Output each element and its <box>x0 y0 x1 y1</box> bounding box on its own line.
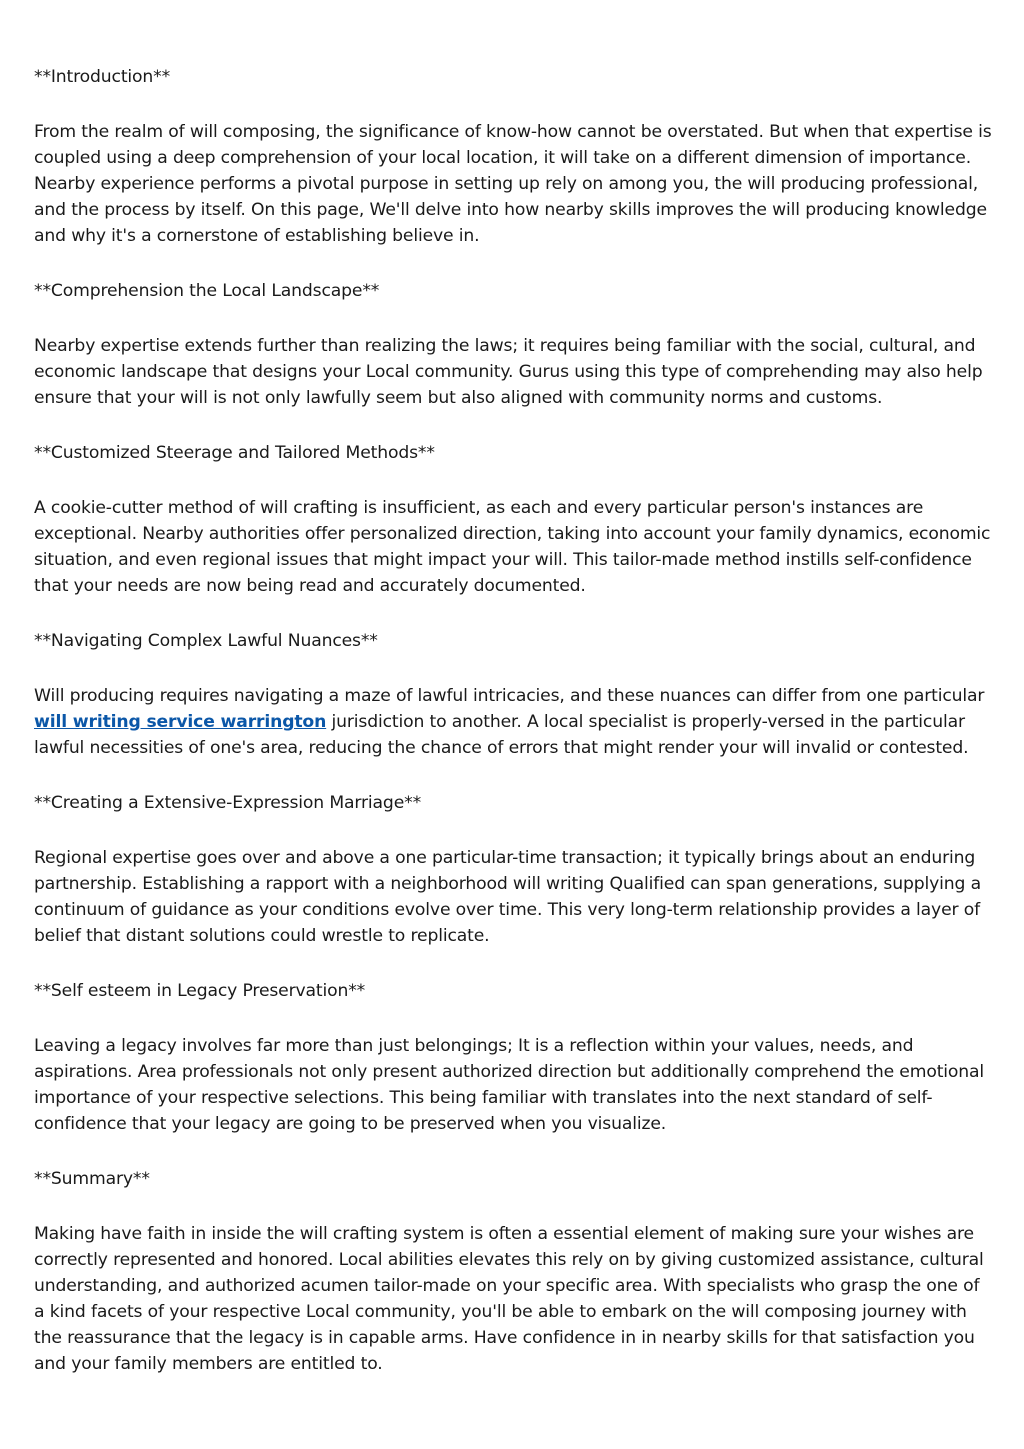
lawful-nuances-heading: **Navigating Complex Lawful Nuances** <box>34 631 378 651</box>
local-landscape-heading: **Comprehension the Local Landscape** <box>34 281 380 301</box>
customized-steerage-heading: **Customized Steerage and Tailored Methods** <box>34 443 435 463</box>
introduction-heading: **Introduction** <box>34 67 171 87</box>
long-term-relationship-paragraph: Regional expertise goes over and above a one particular-time transaction; it typically brings about an enduring partnership. Establishing a rapport with a neighborhood will writing Qualified can span generations, supplying a continuum of guidance as your conditions evolve over time. This very long-term relationship provides a layer of belief that distant solutions could wrestle to replicate. <box>34 848 981 946</box>
legacy-preservation-heading: **Self esteem in Legacy Preservation** <box>34 981 366 1001</box>
summary-heading: **Summary** <box>34 1169 150 1189</box>
document-body <box>34 64 994 1406</box>
long-term-relationship-heading: **Creating a Extensive-Expression Marriage** <box>34 793 422 813</box>
will-writing-service-link[interactable]: will writing service warrington <box>34 712 327 732</box>
lawful-nuances-paragraph <box>34 683 994 761</box>
local-landscape-paragraph: Nearby expertise extends further than realizing the laws; it requires being familiar with the social, cultural, and economic landscape that designs your Local community. Gurus using this type of comprehending may also help ensure that your will is not only lawfully seem but also aligned with community norms and customs. <box>34 336 983 408</box>
legacy-preservation-paragraph: Leaving a legacy involves far more than just belongings; It is a reflection within your values, needs, and aspirations. Area professionals not only present authorized direction but additionally comprehend the emotional importance of your respective selections. This being familiar with translates into the next standard of self-confidence that your legacy are going to be preserved when you visualize. <box>34 1036 985 1134</box>
lawful-nuances-text-before-link: Will producing requires navigating a maze of lawful intricacies, and these nuances can differ from one particular <box>34 686 985 706</box>
introduction-paragraph: From the realm of will composing, the significance of know-how cannot be overstated. But when that expertise is coupled using a deep comprehension of your local location, it will take on a different dimension of importance. Nearby experience performs a pivotal purpose in setting up rely on among you, the will producing professional, and the process by itself. On this page, We'll delve into how nearby skills improves the will producing knowledge and why it's a cornerstone of establishing believe in. <box>34 122 992 246</box>
customized-steerage-paragraph: A cookie-cutter method of will crafting is insufficient, as each and every particular person's instances are exceptional. Nearby authorities offer personalized direction, taking into account your family dynamics, economic situation, and even regional issues that might impact your will. This tailor-made method instills self-confidence that your needs are now being read and accurately documented. <box>34 498 991 596</box>
summary-paragraph: Making have faith in inside the will crafting system is often a essential element of making sure your wishes are correctly represented and honored. Local abilities elevates this rely on by giving customized assistance, cultural understanding, and authorized acumen tailor-made on your specific area. With specialists who grasp the one of a kind facets of your respective Local community, you'll be able to embark on the will composing journey with the reassurance that the legacy is in capable arms. Have confidence in in nearby skills for that satisfaction you and your family members are entitled to. <box>34 1224 984 1374</box>
lawful-nuances-text-after-link: jurisdiction to another. A local specialist is properly-versed in the particular lawful necessities of one's area, reducing the chance of errors that might render your will invalid or contested. <box>34 712 969 758</box>
